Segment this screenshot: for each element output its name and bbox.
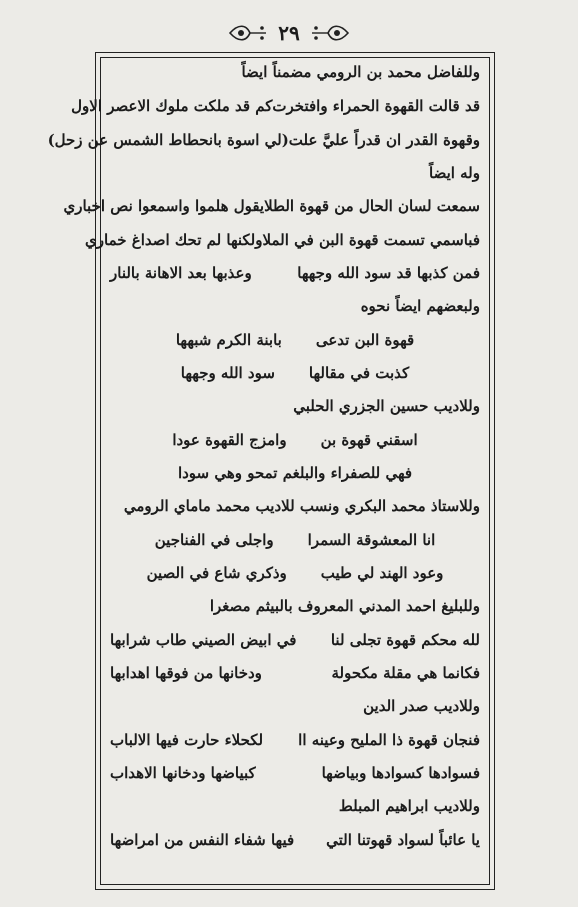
verse-line <box>47 131 480 163</box>
verse-line <box>71 97 480 129</box>
verse-second-hemistich: يقول هلموا واسمعوا نص اخباري <box>63 197 265 215</box>
verse-second-hemistich: وامزج القهوة عودا <box>172 431 287 449</box>
verse-line <box>110 364 480 396</box>
verse-first-hemistich: قد قالت القهوة الحمراء وافتخرت <box>272 97 480 115</box>
verse-first-hemistich: يا عائباً لسواد قهوتنا التي <box>326 831 480 849</box>
poem-heading: وللاديب ابراهيم المبلط <box>338 797 480 815</box>
verse-second-hemistich: فيها شفاء النفس من امراضها <box>110 831 295 849</box>
verse-first-hemistich: فنجان قهوة ذا المليح وعينه اا <box>298 731 480 749</box>
poem-heading: ولبعضهم ايضاً نحوه <box>360 297 480 315</box>
verse-second-hemistich: كبياضها ودخانها الاهداب <box>110 764 256 782</box>
verse-line <box>110 431 480 463</box>
verse-second-hemistich: (لي اسوة بانحطاط الشمس عن زحل) <box>47 131 289 149</box>
verse-line: فهي للصفراء والبلغم تمحو وهي سودا <box>177 464 413 482</box>
verse-line <box>63 197 480 229</box>
verse-first-hemistich: فكانما هي مقلة مكحولة <box>331 664 480 682</box>
ornament-icon <box>310 22 350 44</box>
verse-line <box>110 831 480 863</box>
poem-heading: وللاديب صدر الدين <box>363 697 480 715</box>
verse-line <box>110 564 480 596</box>
page-header <box>0 18 578 48</box>
verse-first-hemistich: قهوة البن تدعى <box>315 331 415 349</box>
poem-heading: وللبليغ احمد المدني المعروف بالبيثم مصغرا <box>209 597 480 615</box>
verse-line <box>110 531 480 563</box>
poem-heading: وله ايضاً <box>429 164 480 182</box>
verse-line <box>110 764 480 796</box>
poem-content <box>47 58 490 884</box>
verse-line <box>85 231 480 263</box>
verse-line <box>110 731 480 763</box>
page-number: ٢٩ <box>278 21 300 45</box>
ornament-icon <box>228 22 268 44</box>
verse-first-hemistich: وقهوة القدر ان قدراً عليَّ علت <box>288 131 480 149</box>
verse-first-hemistich: وعود الهند لي طيب <box>320 564 444 582</box>
verse-second-hemistich: وعذبها بعد الاهانة بالنار <box>110 264 252 282</box>
verse-second-hemistich: كم قد ملكت ملوك الاعصر الاول <box>71 97 273 115</box>
verse-second-hemistich: لكحلاء حارت فيها الالباب <box>110 731 264 749</box>
poem-heading: وللاديب حسين الجزري الحلبي <box>293 397 480 415</box>
poem-heading: وللاستاذ محمد البكري ونسب للاديب محمد ماماي الرومي <box>123 497 480 515</box>
verse-second-hemistich: سود الله وجهها <box>180 364 275 382</box>
verse-first-hemistich: فمن كذبها قد سود الله وجهها <box>297 264 480 282</box>
verse-second-hemistich: وذكري شاع في الصين <box>146 564 287 582</box>
verse-line <box>110 664 480 696</box>
verse-first-hemistich: لله محكم قهوة تجلى لنا <box>330 631 480 649</box>
verse-line <box>110 331 480 363</box>
poem-heading: وللفاضل محمد بن الرومي مضمناً ايضاً <box>241 63 480 81</box>
verse-first-hemistich: فسوادها كسوادها وبياضها <box>321 764 480 782</box>
verse-second-hemistich: بابنة الكرم شبهها <box>175 331 282 349</box>
verse-first-hemistich: كذبت في مقالها <box>308 364 410 382</box>
verse-first-hemistich: اسقني قهوة بن <box>320 431 418 449</box>
verse-second-hemistich: واجلى في الفناجين <box>154 531 274 549</box>
verse-second-hemistich: ولكنها لم تحك اصداغ خماري <box>85 231 263 249</box>
verse-first-hemistich: انا المعشوقة السمرا <box>307 531 436 549</box>
verse-second-hemistich: ودخانها من فوقها اهدابها <box>110 664 262 682</box>
verse-first-hemistich: فباسمي تسمت قهوة البن في الملا <box>262 231 480 249</box>
verse-line <box>110 631 480 663</box>
verse-first-hemistich: سمعت لسان الحال من قهوة الطلا <box>264 197 480 215</box>
verse-second-hemistich: في ابيض الصيني طاب شرابها <box>110 631 297 649</box>
verse-line <box>110 264 480 296</box>
